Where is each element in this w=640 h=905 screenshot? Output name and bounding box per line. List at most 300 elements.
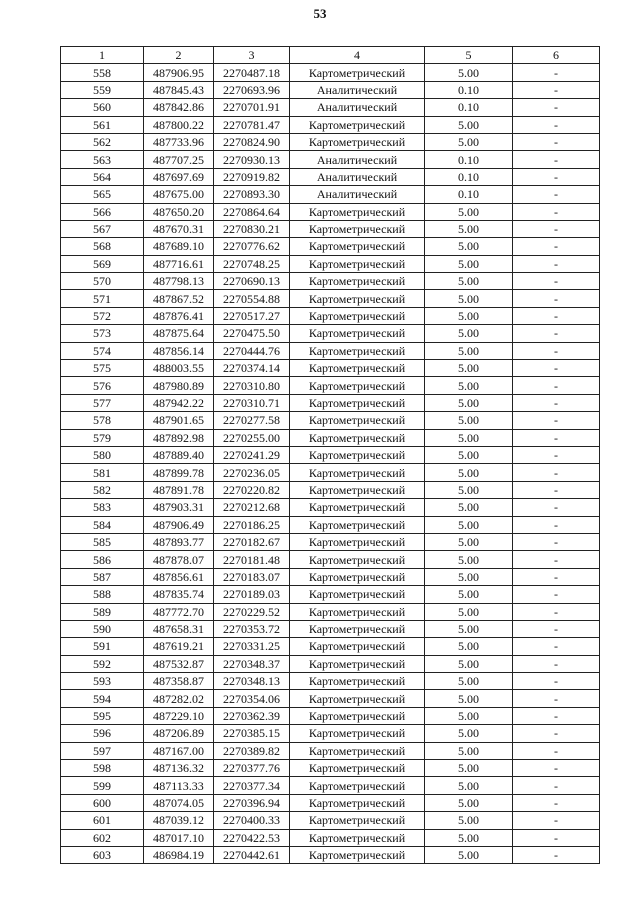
note-cell: -: [513, 725, 600, 742]
method-cell: Картометрический: [290, 429, 425, 446]
note-cell: -: [513, 203, 600, 220]
note-cell: -: [513, 342, 600, 359]
accuracy-cell: 5.00: [425, 377, 513, 394]
accuracy-cell: 5.00: [425, 342, 513, 359]
x-coordinate-cell: 487903.31: [144, 499, 214, 516]
accuracy-cell: 0.10: [425, 168, 513, 185]
table-row: [61, 742, 600, 759]
accuracy-cell: 5.00: [425, 690, 513, 707]
method-cell: Картометрический: [290, 568, 425, 585]
note-cell: -: [513, 551, 600, 568]
accuracy-cell: 5.00: [425, 760, 513, 777]
point-number-cell: 580: [61, 446, 144, 463]
y-coordinate-cell: 2270229.52: [214, 603, 290, 620]
note-cell: -: [513, 516, 600, 533]
y-coordinate-cell: 2270236.05: [214, 464, 290, 481]
note-cell: -: [513, 133, 600, 150]
point-number-cell: 578: [61, 412, 144, 429]
point-number-cell: 600: [61, 794, 144, 811]
point-number-cell: 567: [61, 220, 144, 237]
point-number-cell: 579: [61, 429, 144, 446]
point-number-cell: 564: [61, 168, 144, 185]
x-coordinate-cell: 487282.02: [144, 690, 214, 707]
x-coordinate-cell: 487856.61: [144, 568, 214, 585]
note-cell: -: [513, 568, 600, 585]
point-number-cell: 561: [61, 116, 144, 133]
table-row: [61, 568, 600, 585]
note-cell: -: [513, 707, 600, 724]
point-number-cell: 583: [61, 499, 144, 516]
table-row: [61, 81, 600, 98]
y-coordinate-cell: 2270475.50: [214, 325, 290, 342]
x-coordinate-cell: 487876.41: [144, 307, 214, 324]
table-row: [61, 307, 600, 324]
note-cell: -: [513, 186, 600, 203]
y-coordinate-cell: 2270444.76: [214, 342, 290, 359]
x-coordinate-cell: 487039.12: [144, 812, 214, 829]
note-cell: -: [513, 690, 600, 707]
accuracy-cell: 5.00: [425, 307, 513, 324]
point-number-cell: 573: [61, 325, 144, 342]
x-coordinate-cell: 487892.98: [144, 429, 214, 446]
column-header: 5: [425, 47, 513, 64]
table-row: [61, 64, 600, 81]
note-cell: -: [513, 812, 600, 829]
table-row: [61, 533, 600, 550]
method-cell: Картометрический: [290, 690, 425, 707]
column-header: 4: [290, 47, 425, 64]
y-coordinate-cell: 2270776.62: [214, 238, 290, 255]
table-row: [61, 394, 600, 411]
method-cell: Аналитический: [290, 186, 425, 203]
accuracy-cell: 5.00: [425, 255, 513, 272]
x-coordinate-cell: 487842.86: [144, 99, 214, 116]
method-cell: Картометрический: [290, 116, 425, 133]
y-coordinate-cell: 2270310.71: [214, 394, 290, 411]
table-row: [61, 446, 600, 463]
point-number-cell: 591: [61, 638, 144, 655]
accuracy-cell: 5.00: [425, 290, 513, 307]
x-coordinate-cell: 487835.74: [144, 586, 214, 603]
accuracy-cell: 0.10: [425, 186, 513, 203]
note-cell: -: [513, 586, 600, 603]
table-header: [61, 47, 600, 64]
y-coordinate-cell: 2270396.94: [214, 794, 290, 811]
method-cell: Картометрический: [290, 586, 425, 603]
x-coordinate-cell: 487113.33: [144, 777, 214, 794]
accuracy-cell: 5.00: [425, 794, 513, 811]
note-cell: -: [513, 360, 600, 377]
note-cell: -: [513, 829, 600, 846]
note-cell: -: [513, 655, 600, 672]
y-coordinate-cell: 2270181.48: [214, 551, 290, 568]
note-cell: -: [513, 394, 600, 411]
x-coordinate-cell: 487206.89: [144, 725, 214, 742]
method-cell: Картометрический: [290, 394, 425, 411]
x-coordinate-cell: 487867.52: [144, 290, 214, 307]
note-cell: -: [513, 846, 600, 863]
accuracy-cell: 5.00: [425, 725, 513, 742]
y-coordinate-cell: 2270310.80: [214, 377, 290, 394]
y-coordinate-cell: 2270517.27: [214, 307, 290, 324]
table-row: [61, 829, 600, 846]
column-header: 3: [214, 47, 290, 64]
note-cell: -: [513, 742, 600, 759]
point-number-cell: 596: [61, 725, 144, 742]
point-number-cell: 576: [61, 377, 144, 394]
table-row: [61, 168, 600, 185]
table-row: [61, 360, 600, 377]
x-coordinate-cell: 487889.40: [144, 446, 214, 463]
table-row: [61, 638, 600, 655]
point-number-cell: 586: [61, 551, 144, 568]
page-number: 53: [313, 6, 327, 21]
method-cell: Картометрический: [290, 238, 425, 255]
x-coordinate-cell: 487532.87: [144, 655, 214, 672]
method-cell: Аналитический: [290, 151, 425, 168]
method-cell: Картометрический: [290, 64, 425, 81]
point-number-cell: 589: [61, 603, 144, 620]
y-coordinate-cell: 2270748.25: [214, 255, 290, 272]
note-cell: -: [513, 116, 600, 133]
point-number-cell: 562: [61, 133, 144, 150]
method-cell: Картометрический: [290, 620, 425, 637]
method-cell: Картометрический: [290, 794, 425, 811]
accuracy-cell: 5.00: [425, 133, 513, 150]
point-number-cell: 599: [61, 777, 144, 794]
point-number-cell: 570: [61, 273, 144, 290]
table-row: [61, 429, 600, 446]
method-cell: Картометрический: [290, 446, 425, 463]
accuracy-cell: 5.00: [425, 829, 513, 846]
point-number-cell: 585: [61, 533, 144, 550]
accuracy-cell: 5.00: [425, 551, 513, 568]
table-row: [61, 342, 600, 359]
y-coordinate-cell: 2270690.13: [214, 273, 290, 290]
note-cell: -: [513, 638, 600, 655]
column-header: 1: [61, 47, 144, 64]
table-row: [61, 220, 600, 237]
point-number-cell: 569: [61, 255, 144, 272]
x-coordinate-cell: 487893.77: [144, 533, 214, 550]
y-coordinate-cell: 2270701.91: [214, 99, 290, 116]
method-cell: Картометрический: [290, 133, 425, 150]
table-row: [61, 812, 600, 829]
method-cell: Картометрический: [290, 255, 425, 272]
y-coordinate-cell: 2270354.06: [214, 690, 290, 707]
table-row: [61, 412, 600, 429]
accuracy-cell: 5.00: [425, 446, 513, 463]
accuracy-cell: 5.00: [425, 360, 513, 377]
accuracy-cell: 0.10: [425, 81, 513, 98]
y-coordinate-cell: 2270348.37: [214, 655, 290, 672]
accuracy-cell: 5.00: [425, 412, 513, 429]
method-cell: Картометрический: [290, 777, 425, 794]
x-coordinate-cell: 487074.05: [144, 794, 214, 811]
y-coordinate-cell: 2270893.30: [214, 186, 290, 203]
column-header: 6: [513, 47, 600, 64]
table-row: [61, 586, 600, 603]
x-coordinate-cell: 487697.69: [144, 168, 214, 185]
y-coordinate-cell: 2270693.96: [214, 81, 290, 98]
point-number-cell: 566: [61, 203, 144, 220]
note-cell: -: [513, 499, 600, 516]
table-body: [61, 64, 600, 864]
note-cell: -: [513, 446, 600, 463]
point-number-cell: 558: [61, 64, 144, 81]
method-cell: Картометрический: [290, 707, 425, 724]
method-cell: Картометрический: [290, 603, 425, 620]
x-coordinate-cell: 487167.00: [144, 742, 214, 759]
method-cell: Картометрический: [290, 742, 425, 759]
accuracy-cell: 5.00: [425, 394, 513, 411]
accuracy-cell: 5.00: [425, 568, 513, 585]
table-row: [61, 794, 600, 811]
y-coordinate-cell: 2270919.82: [214, 168, 290, 185]
point-number-cell: 560: [61, 99, 144, 116]
note-cell: -: [513, 429, 600, 446]
accuracy-cell: 5.00: [425, 655, 513, 672]
method-cell: Картометрический: [290, 377, 425, 394]
table-row: [61, 846, 600, 863]
accuracy-cell: 5.00: [425, 116, 513, 133]
accuracy-cell: 5.00: [425, 273, 513, 290]
accuracy-cell: 5.00: [425, 707, 513, 724]
accuracy-cell: 5.00: [425, 603, 513, 620]
x-coordinate-cell: 487670.31: [144, 220, 214, 237]
note-cell: -: [513, 99, 600, 116]
note-cell: -: [513, 533, 600, 550]
y-coordinate-cell: 2270182.67: [214, 533, 290, 550]
x-coordinate-cell: 487707.25: [144, 151, 214, 168]
x-coordinate-cell: 487906.95: [144, 64, 214, 81]
accuracy-cell: 5.00: [425, 777, 513, 794]
point-number-cell: 602: [61, 829, 144, 846]
method-cell: Картометрический: [290, 481, 425, 498]
point-number-cell: 568: [61, 238, 144, 255]
point-number-cell: 572: [61, 307, 144, 324]
x-coordinate-cell: 487800.22: [144, 116, 214, 133]
x-coordinate-cell: 488003.55: [144, 360, 214, 377]
method-cell: Картометрический: [290, 412, 425, 429]
method-cell: Картометрический: [290, 846, 425, 863]
point-number-cell: 571: [61, 290, 144, 307]
y-coordinate-cell: 2270255.00: [214, 429, 290, 446]
table-row: [61, 481, 600, 498]
point-number-cell: 559: [61, 81, 144, 98]
method-cell: Картометрический: [290, 220, 425, 237]
point-number-cell: 592: [61, 655, 144, 672]
note-cell: -: [513, 603, 600, 620]
point-number-cell: 574: [61, 342, 144, 359]
y-coordinate-cell: 2270422.53: [214, 829, 290, 846]
point-number-cell: 582: [61, 481, 144, 498]
table-row: [61, 499, 600, 516]
table-row: [61, 725, 600, 742]
table-row: [61, 151, 600, 168]
point-number-cell: 598: [61, 760, 144, 777]
point-number-cell: 603: [61, 846, 144, 863]
point-number-cell: 597: [61, 742, 144, 759]
method-cell: Картометрический: [290, 464, 425, 481]
method-cell: Картометрический: [290, 638, 425, 655]
table-row: [61, 620, 600, 637]
table-row: [61, 99, 600, 116]
x-coordinate-cell: 487798.13: [144, 273, 214, 290]
point-number-cell: 593: [61, 673, 144, 690]
table-row: [61, 186, 600, 203]
table-row: [61, 255, 600, 272]
x-coordinate-cell: 487017.10: [144, 829, 214, 846]
table-row: [61, 673, 600, 690]
y-coordinate-cell: 2270781.47: [214, 116, 290, 133]
table-row: [61, 760, 600, 777]
x-coordinate-cell: 487733.96: [144, 133, 214, 150]
note-cell: -: [513, 760, 600, 777]
accuracy-cell: 5.00: [425, 516, 513, 533]
note-cell: -: [513, 273, 600, 290]
table-row: [61, 655, 600, 672]
x-coordinate-cell: 487980.89: [144, 377, 214, 394]
note-cell: -: [513, 151, 600, 168]
point-number-cell: 594: [61, 690, 144, 707]
note-cell: -: [513, 777, 600, 794]
y-coordinate-cell: 2270377.34: [214, 777, 290, 794]
x-coordinate-cell: 487901.65: [144, 412, 214, 429]
accuracy-cell: 5.00: [425, 64, 513, 81]
point-number-cell: 588: [61, 586, 144, 603]
y-coordinate-cell: 2270830.21: [214, 220, 290, 237]
note-cell: -: [513, 64, 600, 81]
method-cell: Картометрический: [290, 551, 425, 568]
note-cell: -: [513, 238, 600, 255]
y-coordinate-cell: 2270183.07: [214, 568, 290, 585]
method-cell: Картометрический: [290, 655, 425, 672]
method-cell: Картометрический: [290, 203, 425, 220]
accuracy-cell: 5.00: [425, 499, 513, 516]
accuracy-cell: 5.00: [425, 846, 513, 863]
accuracy-cell: 5.00: [425, 429, 513, 446]
y-coordinate-cell: 2270824.90: [214, 133, 290, 150]
method-cell: Картометрический: [290, 290, 425, 307]
point-number-cell: 565: [61, 186, 144, 203]
point-number-cell: 584: [61, 516, 144, 533]
accuracy-cell: 5.00: [425, 673, 513, 690]
y-coordinate-cell: 2270487.18: [214, 64, 290, 81]
method-cell: Аналитический: [290, 81, 425, 98]
y-coordinate-cell: 2270348.13: [214, 673, 290, 690]
method-cell: Картометрический: [290, 673, 425, 690]
y-coordinate-cell: 2270353.72: [214, 620, 290, 637]
x-coordinate-cell: 487772.70: [144, 603, 214, 620]
note-cell: -: [513, 673, 600, 690]
table-row: [61, 516, 600, 533]
note-cell: -: [513, 620, 600, 637]
accuracy-cell: 5.00: [425, 742, 513, 759]
column-header: 2: [144, 47, 214, 64]
x-coordinate-cell: 486984.19: [144, 846, 214, 863]
note-cell: -: [513, 481, 600, 498]
method-cell: Картометрический: [290, 499, 425, 516]
x-coordinate-cell: 487689.10: [144, 238, 214, 255]
accuracy-cell: 5.00: [425, 533, 513, 550]
note-cell: -: [513, 220, 600, 237]
x-coordinate-cell: 487899.78: [144, 464, 214, 481]
note-cell: -: [513, 325, 600, 342]
y-coordinate-cell: 2270241.29: [214, 446, 290, 463]
accuracy-cell: 5.00: [425, 325, 513, 342]
y-coordinate-cell: 2270189.03: [214, 586, 290, 603]
accuracy-cell: 5.00: [425, 620, 513, 637]
note-cell: -: [513, 794, 600, 811]
y-coordinate-cell: 2270930.13: [214, 151, 290, 168]
table-row: [61, 238, 600, 255]
y-coordinate-cell: 2270374.14: [214, 360, 290, 377]
method-cell: Картометрический: [290, 360, 425, 377]
accuracy-cell: 0.10: [425, 151, 513, 168]
table-row: [61, 325, 600, 342]
y-coordinate-cell: 2270442.61: [214, 846, 290, 863]
y-coordinate-cell: 2270864.64: [214, 203, 290, 220]
table-row: [61, 707, 600, 724]
note-cell: -: [513, 255, 600, 272]
point-number-cell: 590: [61, 620, 144, 637]
method-cell: Аналитический: [290, 168, 425, 185]
x-coordinate-cell: 487875.64: [144, 325, 214, 342]
table-row: [61, 116, 600, 133]
note-cell: -: [513, 412, 600, 429]
table-row: [61, 133, 600, 150]
accuracy-cell: 5.00: [425, 481, 513, 498]
method-cell: Картометрический: [290, 725, 425, 742]
header-row: [61, 47, 600, 64]
x-coordinate-cell: 487891.78: [144, 481, 214, 498]
method-cell: Картометрический: [290, 342, 425, 359]
x-coordinate-cell: 487358.87: [144, 673, 214, 690]
table-row: [61, 377, 600, 394]
table-row: [61, 777, 600, 794]
accuracy-cell: 5.00: [425, 638, 513, 655]
accuracy-cell: 5.00: [425, 464, 513, 481]
y-coordinate-cell: 2270554.88: [214, 290, 290, 307]
x-coordinate-cell: 487878.07: [144, 551, 214, 568]
table-row: [61, 464, 600, 481]
x-coordinate-cell: 487716.61: [144, 255, 214, 272]
note-cell: -: [513, 464, 600, 481]
table-row: [61, 690, 600, 707]
method-cell: Картометрический: [290, 325, 425, 342]
note-cell: -: [513, 81, 600, 98]
x-coordinate-cell: 487658.31: [144, 620, 214, 637]
y-coordinate-cell: 2270362.39: [214, 707, 290, 724]
method-cell: Картометрический: [290, 273, 425, 290]
note-cell: -: [513, 290, 600, 307]
x-coordinate-cell: 487650.20: [144, 203, 214, 220]
method-cell: Картометрический: [290, 812, 425, 829]
accuracy-cell: 5.00: [425, 238, 513, 255]
method-cell: Картометрический: [290, 516, 425, 533]
coordinates-table: [60, 46, 600, 864]
x-coordinate-cell: 487906.49: [144, 516, 214, 533]
x-coordinate-cell: 487942.22: [144, 394, 214, 411]
x-coordinate-cell: 487136.32: [144, 760, 214, 777]
method-cell: Картометрический: [290, 307, 425, 324]
y-coordinate-cell: 2270220.82: [214, 481, 290, 498]
y-coordinate-cell: 2270385.15: [214, 725, 290, 742]
point-number-cell: 595: [61, 707, 144, 724]
x-coordinate-cell: 487619.21: [144, 638, 214, 655]
accuracy-cell: 5.00: [425, 812, 513, 829]
